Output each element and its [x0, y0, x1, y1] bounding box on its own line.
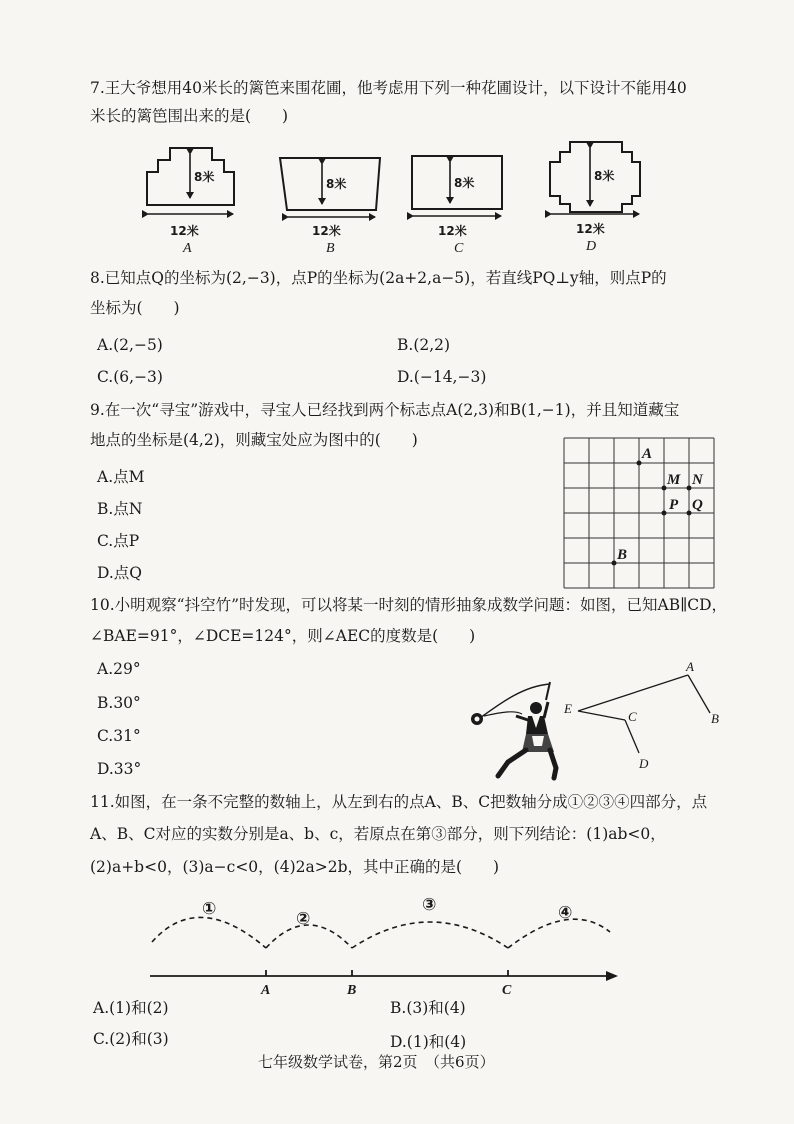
- arc-part-3: [352, 922, 508, 948]
- q10-angle-figure: [560, 655, 730, 775]
- grid-point-n: [687, 486, 692, 491]
- figure-b-width: 12米: [312, 224, 341, 238]
- grid-point-b: [612, 561, 617, 566]
- figure-c-height: 8米: [454, 176, 475, 190]
- axis-label-c: C: [502, 983, 512, 998]
- page-footer: 七年级数学试卷，第2页 （共6页）: [258, 1053, 495, 1071]
- q10-text-line1: 10.小明观察“抖空竹”时发现，可以将某一时刻的情形抽象成数学问题：如图，已知AB∥CD，: [90, 596, 728, 614]
- part-label-1: ①: [202, 899, 217, 919]
- arc-part-1: [152, 917, 266, 948]
- grid-label-b: B: [617, 547, 628, 563]
- angle-label-d: D: [639, 756, 649, 771]
- angle-label-c: C: [628, 709, 637, 724]
- figure-c-label: C: [454, 241, 464, 256]
- part-label-3: ③: [422, 895, 437, 915]
- segment-cd: [625, 720, 639, 753]
- figure-b-label: B: [326, 241, 335, 256]
- diabolo-player-illustration: [462, 672, 572, 782]
- segment-ec: [578, 711, 625, 720]
- angle-label-b: B: [711, 711, 719, 726]
- q9-option-a[interactable]: A.点M: [97, 468, 145, 486]
- grid-label-m: M: [667, 472, 681, 488]
- angle-label-a: A: [686, 659, 694, 674]
- q7-text-line1: 7.王大爷想用40米长的篱笆来围花圃，他考虑用下列一种花圃设计，以下设计不能用40: [90, 79, 687, 97]
- q10-option-c[interactable]: C.31°: [97, 727, 141, 745]
- grid-point-a: [637, 461, 642, 466]
- figure-a-height: 8米: [194, 170, 215, 184]
- grid-label-a: A: [642, 446, 653, 462]
- q11-option-d[interactable]: D.(1)和(4): [390, 1033, 467, 1051]
- angle-label-e: E: [564, 701, 572, 716]
- q8-option-d[interactable]: D.(−14,−3): [397, 368, 487, 386]
- segment-ab: [688, 675, 710, 713]
- q10-option-a[interactable]: A.29°: [97, 660, 141, 678]
- q8-option-a[interactable]: A.(2,−5): [97, 336, 163, 354]
- axis-label-b: B: [347, 983, 357, 998]
- grid-label-p: P: [669, 497, 679, 513]
- q8-text-line1: 8.已知点Q的坐标为(2,−3)，点P的坐标为(2a+2,a−5)，若直线PQ⊥y轴，则点P的: [90, 269, 667, 287]
- arc-part-4: [508, 919, 610, 948]
- q11-option-c[interactable]: C.(2)和(3): [93, 1030, 169, 1048]
- figure-b-height: 8米: [326, 177, 347, 191]
- q10-option-b[interactable]: B.30°: [97, 694, 141, 712]
- part-label-2: ②: [296, 909, 311, 929]
- figure-a-label: A: [183, 241, 192, 256]
- figure-a-width: 12米: [170, 224, 199, 238]
- grid-label-n: N: [692, 472, 703, 488]
- figure-d-width: 12米: [576, 222, 605, 236]
- q11-text-line1: 11.如图，在一条不完整的数轴上，从左到右的点A、B、C把数轴分成①②③④四部分，点: [90, 793, 708, 811]
- part-label-4: ④: [558, 903, 573, 923]
- q10-option-d[interactable]: D.33°: [97, 760, 142, 778]
- figure-c-width: 12米: [438, 224, 467, 238]
- q7-garden-figures: [130, 132, 690, 260]
- q8-text-line2: 坐标为( ): [90, 299, 180, 317]
- grid-point-p: [662, 511, 667, 516]
- grid-point-q: [687, 511, 692, 516]
- grid-point-m: [662, 486, 667, 491]
- q8-option-c[interactable]: C.(6,−3): [97, 368, 163, 386]
- q9-text-line2: 地点的坐标是(4,2)，则藏宝处应为图中的( ): [90, 431, 418, 449]
- q9-option-b[interactable]: B.点N: [97, 500, 143, 518]
- grid-label-q: Q: [692, 497, 703, 513]
- q11-text-line2: A、B、C对应的实数分别是a、b、c，若原点在第③部分，则下列结论：(1)ab<0，: [90, 825, 666, 843]
- q10-text-line2: ∠BAE=91°，∠DCE=124°，则∠AEC的度数是( ): [90, 627, 476, 645]
- q11-option-a[interactable]: A.(1)和(2): [93, 999, 169, 1017]
- q9-option-c[interactable]: C.点P: [97, 532, 140, 550]
- q9-text-line1: 9.在一次“寻宝”游戏中，寻宝人已经找到两个标志点A(2,3)和B(1,−1)，并且知道藏宝: [90, 401, 680, 419]
- segment-ea: [578, 675, 688, 711]
- q9-grid-figure: [560, 433, 720, 593]
- q11-number-line-figure: [140, 890, 630, 1000]
- q9-option-d[interactable]: D.点Q: [97, 564, 143, 582]
- q7-text-line2: 米长的篱笆围出来的是( ): [90, 107, 289, 125]
- q8-option-b[interactable]: B.(2,2): [397, 336, 451, 354]
- figure-d-label: D: [586, 239, 597, 254]
- q11-option-b[interactable]: B.(3)和(4): [390, 999, 466, 1017]
- axis-label-a: A: [261, 983, 271, 998]
- figure-d-height: 8米: [594, 169, 615, 183]
- q11-text-line3: (2)a+b<0，(3)a−c<0，(4)2a>2b，其中正确的是( ): [90, 858, 500, 876]
